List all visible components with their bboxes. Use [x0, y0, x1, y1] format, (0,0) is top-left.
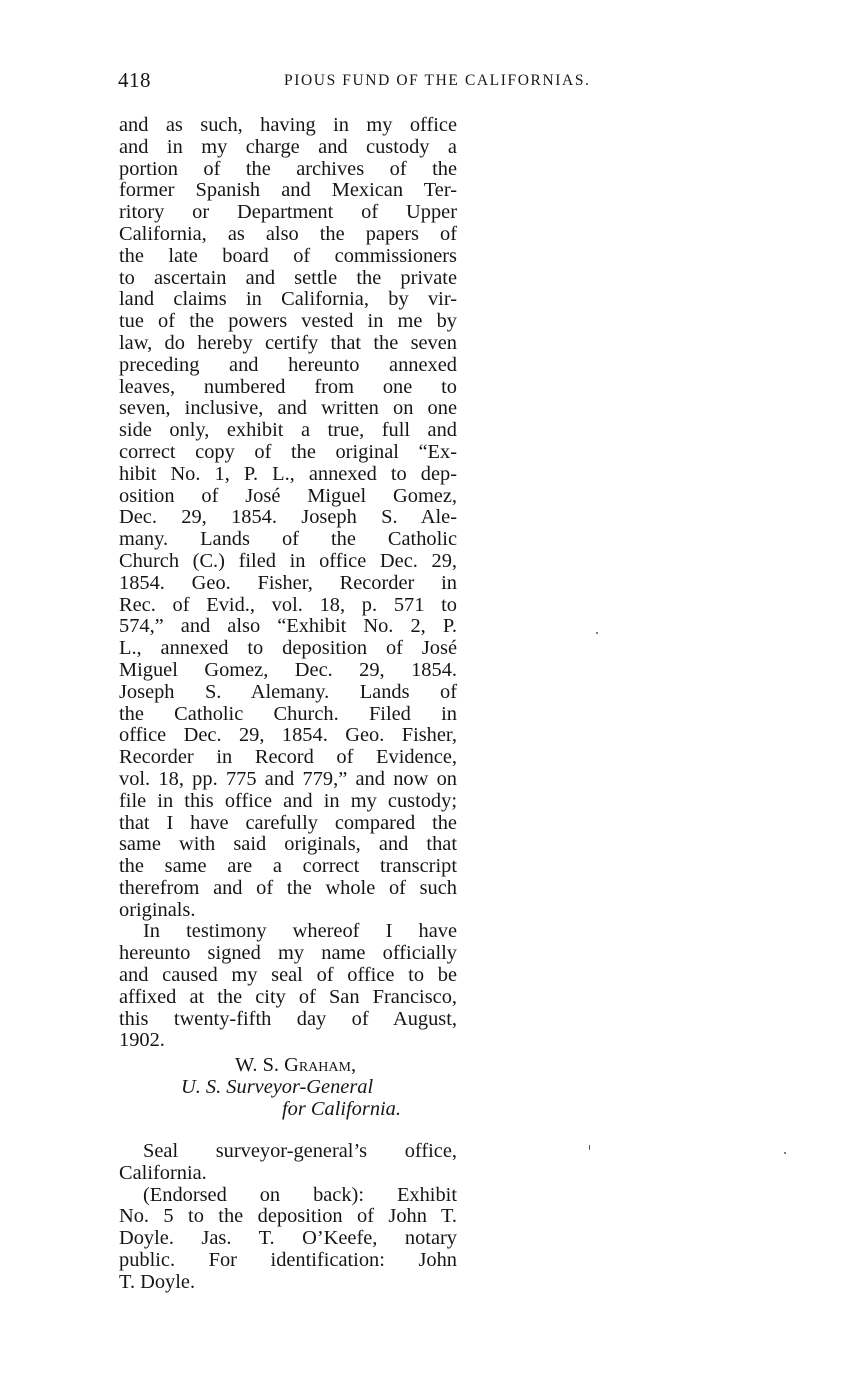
text-line: public. For identification: John: [119, 1248, 457, 1271]
text-line: the Catholic Church. Filed in: [119, 702, 457, 725]
text-line: Church (C.) filed in office Dec. 29,: [119, 549, 457, 572]
text-line: file in this office and in my custody;: [119, 789, 457, 812]
text-line: correct copy of the original “Ex-: [119, 440, 457, 463]
text-line: this twenty-fifth day of August,: [119, 1007, 457, 1030]
signatory-title: U. S. Surveyor-General: [181, 1076, 374, 1098]
text-line: many. Lands of the Catholic: [119, 528, 457, 551]
text-line: and in my charge and custody a: [119, 135, 457, 158]
text-line: Rec. of Evid., vol. 18, p. 571 to: [119, 593, 457, 616]
text-line: 1854. Geo. Fisher, Recorder in: [119, 571, 457, 594]
page-number: 418: [118, 68, 151, 92]
text-line: Joseph S. Alemany. Lands of: [119, 680, 457, 703]
text-line: (Endorsed on back): Exhibit: [143, 1183, 457, 1206]
text-line: tue of the powers vested in me by: [119, 310, 457, 333]
text-line: vol. 18, pp. 775 and 779,” and now on: [119, 767, 457, 790]
text-line: hibit No. 1, P. L., annexed to dep-: [119, 462, 457, 485]
text-line: Dec. 29, 1854. Joseph S. Ale-: [119, 506, 457, 529]
text-line: former Spanish and Mexican Ter-: [119, 179, 457, 202]
text-line: to ascertain and settle the private: [119, 266, 457, 289]
text-line: the late board of commissioners: [119, 244, 457, 267]
text-line: Doyle. Jas. T. O’Keefe, notary: [119, 1227, 457, 1250]
paper-speck: [596, 632, 598, 634]
text-line: side only, exhibit a true, full and: [119, 419, 457, 442]
text-line: originals.: [119, 898, 196, 921]
text-line: leaves, numbered from one to: [119, 375, 457, 398]
certificate-text: [119, 115, 457, 1052]
text-line: affixed at the city of San Francisco,: [119, 985, 457, 1008]
text-line: Recorder in Record of Evidence,: [119, 746, 457, 769]
text-line: office Dec. 29, 1854. Geo. Fisher,: [119, 724, 457, 747]
text-line: osition of José Miguel Gomez,: [119, 484, 457, 507]
text-line: T. Doyle.: [119, 1270, 196, 1293]
text-line: Miguel Gomez, Dec. 29, 1854.: [119, 658, 457, 681]
signatory-name-text: W. S. Graham,: [235, 1054, 357, 1076]
running-head: PIOUS FUND OF THE CALIFORNIAS.: [284, 72, 591, 89]
endorsement-text: [119, 1141, 457, 1294]
text-line: land claims in California, by vir-: [119, 288, 457, 311]
text-line: 574,” and also “Exhibit No. 2, P.: [119, 615, 457, 638]
text-line: L., annexed to deposition of José: [119, 637, 457, 660]
text-line: hereunto signed my name officially: [119, 942, 457, 965]
signatory-name: [235, 1054, 356, 1077]
text-line: same with said originals, and that: [119, 833, 457, 856]
text-line: In testimony whereof I have: [143, 920, 457, 943]
text-line: law, do hereby certify that the seven: [119, 331, 457, 354]
text-line: No. 5 to the deposition of John T.: [119, 1205, 457, 1228]
text-line: and as such, having in my office: [119, 114, 457, 136]
text-line: preceding and hereunto annexed: [119, 353, 457, 376]
text-line: seven, inclusive, and written on one: [119, 397, 457, 420]
text-line: California.: [119, 1161, 207, 1184]
text-line: California, as also the papers of: [119, 222, 457, 245]
paper-speck: [589, 1145, 590, 1150]
text-line: therefrom and of the whole of such: [119, 876, 457, 899]
text-line: Seal surveyor-general’s office,: [143, 1140, 457, 1162]
text-line: ritory or Department of Upper: [119, 201, 457, 224]
text-line: the same are a correct transcript: [119, 855, 457, 878]
text-line: and caused my seal of office to be: [119, 964, 457, 987]
signatory-title-continued: for California.: [282, 1098, 401, 1120]
text-line: portion of the archives of the: [119, 157, 457, 180]
text-line: that I have carefully compared the: [119, 811, 457, 834]
text-line: 1902.: [119, 1029, 165, 1052]
paper-speck: [784, 1152, 786, 1154]
